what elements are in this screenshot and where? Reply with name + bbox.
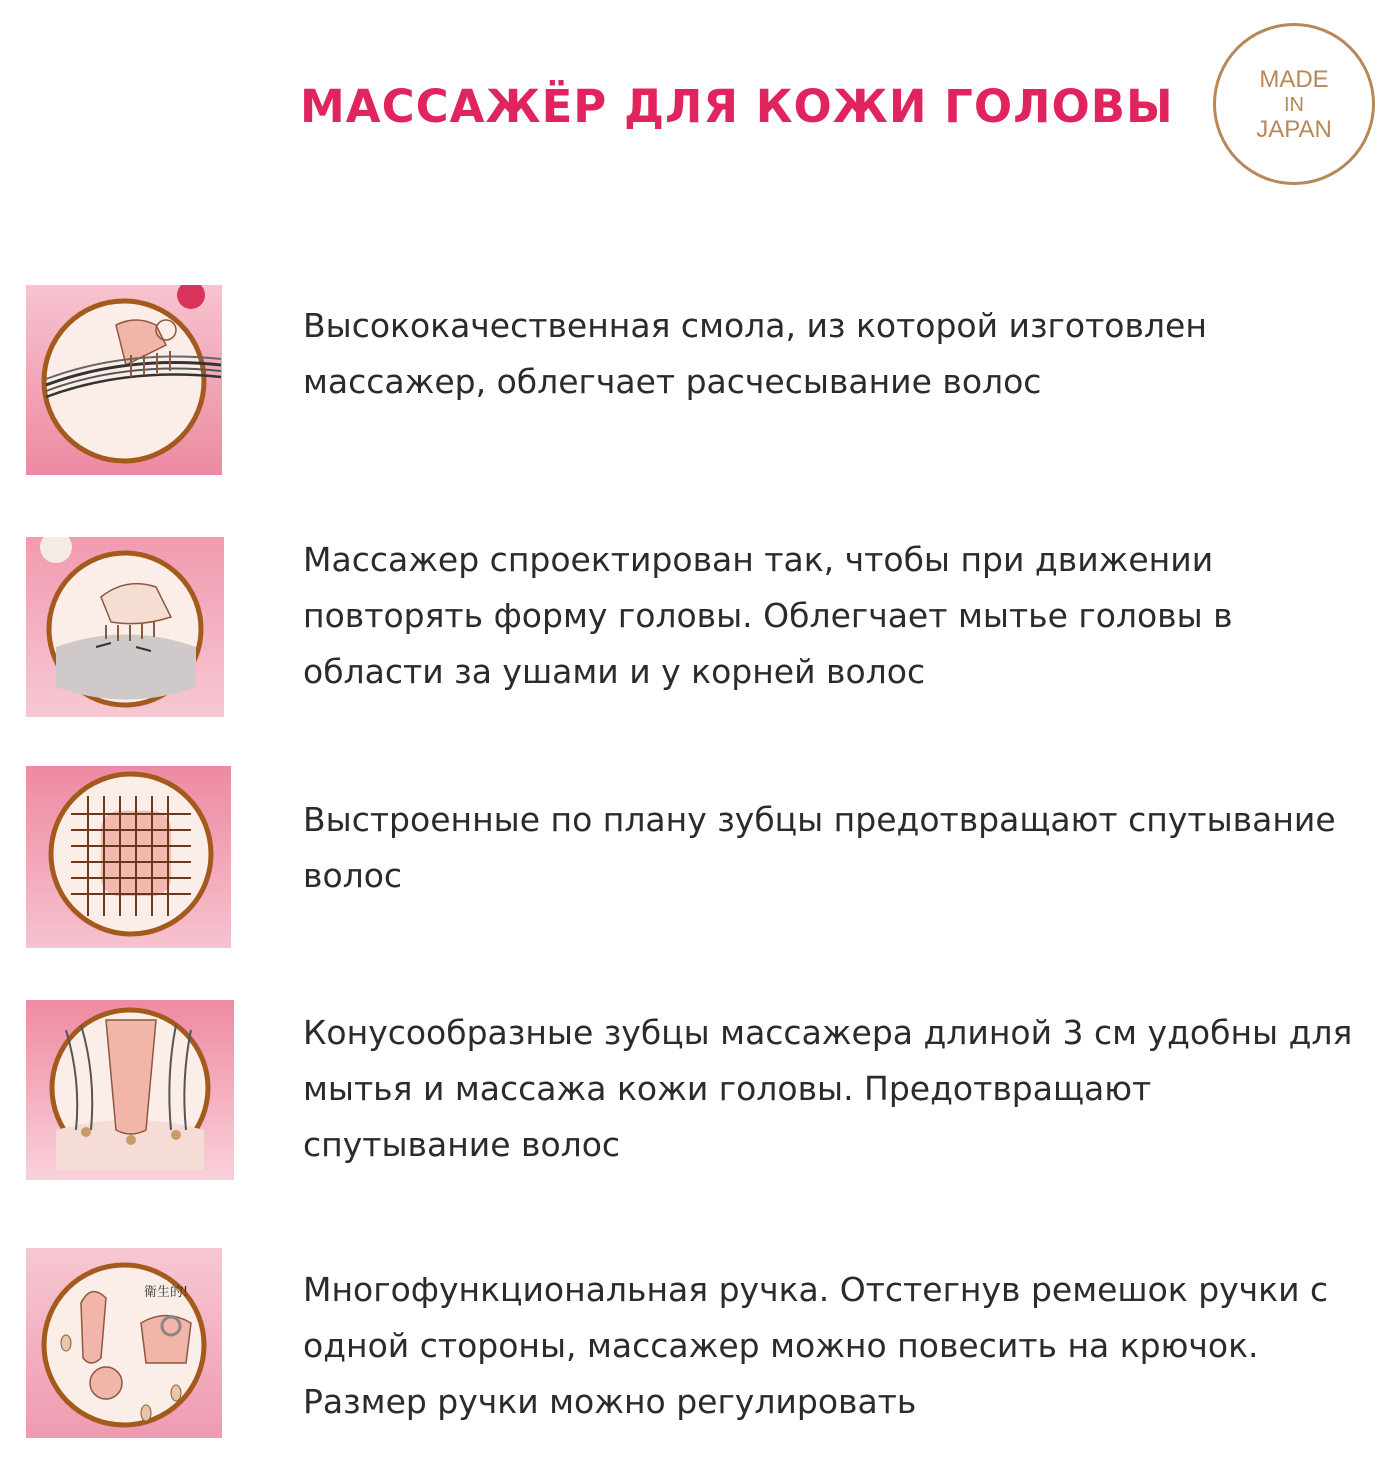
feature-text: Массажер спроектирован так, чтобы при движении повторять форму головы. Облегчает мытье головы в области за ушами и у корней волос	[303, 540, 1233, 691]
made-in-japan-badge	[1213, 23, 1375, 185]
badge-line-2: IN	[1284, 94, 1304, 116]
badge-line-1: MADE	[1259, 66, 1329, 93]
cone-teeth-scalp-icon	[26, 1000, 234, 1180]
badge-line-3: JAPAN	[1256, 116, 1332, 143]
hygiene-label: 衛生的!	[143, 1285, 189, 1300]
teeth-grid-icon	[26, 766, 231, 948]
feature-text: Конусообразные зубцы массажера длиной 3 см удобны для мытья и массажа кожи головы. Предотвращают спутывание волос	[303, 1013, 1353, 1164]
page-title: МАССАЖЁР ДЛЯ КОЖИ ГОЛОВЫ	[300, 80, 1174, 133]
feature-text: Выстроенные по плану зубцы предотвращают спутывание волос	[303, 800, 1336, 895]
hand-massager-head-icon	[26, 537, 224, 717]
comb-through-hair-icon	[26, 285, 222, 475]
hanging-handle-icon	[26, 1248, 222, 1438]
feature-text: Многофункциональная ручка. Отстегнув ремешок ручки с одной стороны, массажер можно повесить на крючок. Размер ручки можно регулировать	[303, 1270, 1329, 1421]
feature-text: Высококачественная смола, из которой изготовлен массажер, облегчает расчесывание волос	[303, 306, 1207, 401]
